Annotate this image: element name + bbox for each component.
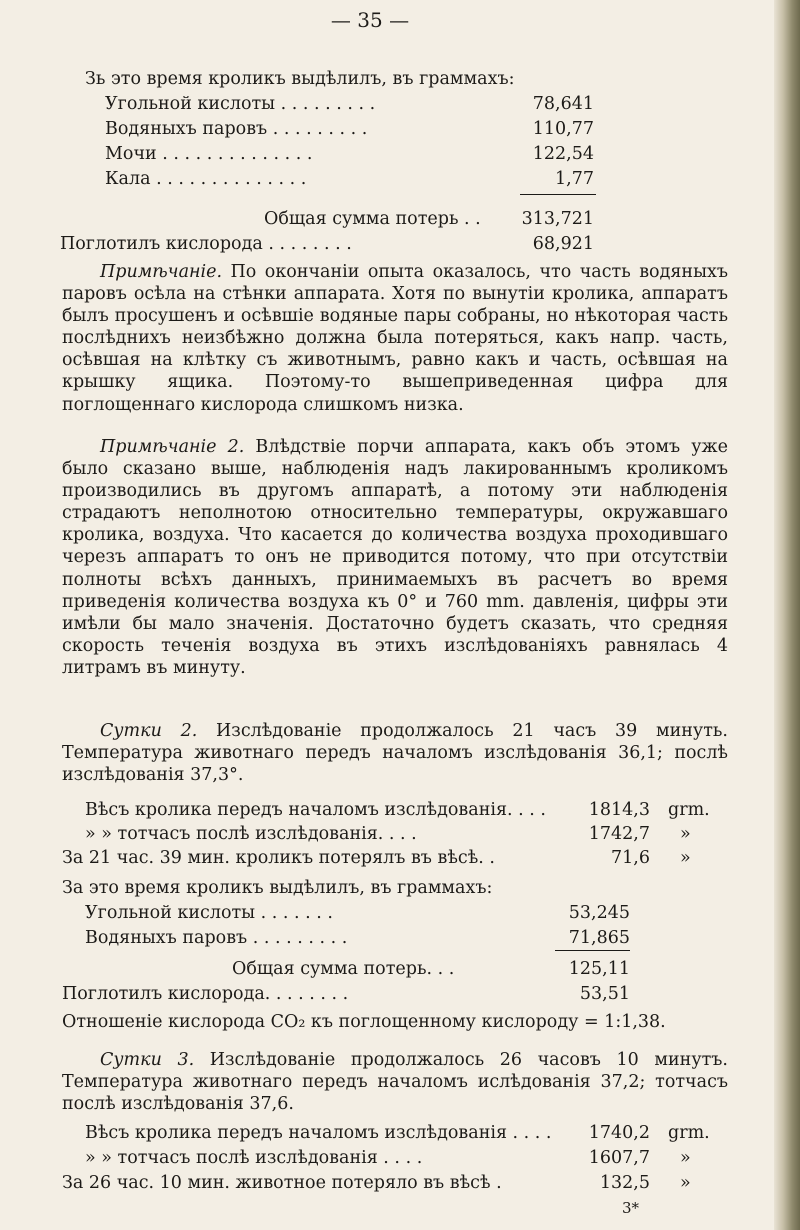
day2-weight-value: 71,6 bbox=[611, 848, 650, 868]
day2-paragraph bbox=[62, 720, 728, 786]
note-1 bbox=[62, 261, 728, 416]
day2-row-value: 71,865 bbox=[568, 928, 630, 948]
day3-title: Сутки 3. bbox=[100, 1050, 195, 1070]
day1-row-label: Водяныхъ паровъ . . . . . . . . . bbox=[105, 119, 368, 139]
sum-rule bbox=[520, 194, 596, 195]
day2-weight-value: 1814,3 bbox=[588, 800, 650, 820]
day2-total-label: Общая сумма потерь. . . bbox=[232, 959, 455, 979]
day2-weight-unit: » bbox=[680, 848, 691, 868]
day3-weight-label: За 26 час. 10 мин. животное потеряло въ вѣсѣ . bbox=[62, 1173, 502, 1193]
day3-paragraph bbox=[62, 1049, 728, 1115]
day2-text: Изслѣдованіе продолжалось 21 часъ 39 минуть. Температура животнаго передъ началомъ изслѣдованія 36,1; послѣ изслѣдованія 37,3°. bbox=[62, 721, 728, 786]
day3-weight-value: 1740,2 bbox=[588, 1123, 650, 1143]
day3-weight-value: 132,5 bbox=[599, 1173, 650, 1193]
note-2-title: Примѣчаніе 2. bbox=[100, 437, 245, 457]
day1-row-value: 1,77 bbox=[555, 169, 594, 189]
day2-weight-label: Вѣсъ кролика передъ началомъ изслѣдованія. . . . bbox=[85, 800, 546, 820]
day1-row-label: Мочи . . . . . . . . . . . . . . bbox=[105, 144, 313, 164]
day1-row-value: 122,54 bbox=[532, 144, 594, 164]
day1-total-value: 313,721 bbox=[521, 209, 594, 229]
day3-weight-label: » » тотчасъ послѣ изслѣдованія . . . . bbox=[85, 1148, 423, 1168]
day2-oxygen-value: 53,51 bbox=[579, 984, 630, 1004]
day2-row-label: Угольной кислоты . . . . . . . bbox=[85, 903, 333, 923]
day2-weight-unit: » bbox=[680, 824, 691, 844]
day3-weight-unit: » bbox=[680, 1148, 691, 1168]
book-edge bbox=[774, 0, 800, 1230]
day2-total-value: 125,11 bbox=[568, 959, 630, 979]
day2-ratio: Отношеніе кислорода CO₂ къ поглощенному кислороду = 1:1,38. bbox=[62, 1012, 666, 1032]
day3-weight-unit: grm. bbox=[668, 1123, 710, 1143]
day2-weight-label: » » тотчасъ послѣ изслѣдованія. . . . bbox=[85, 824, 417, 844]
day1-oxygen-value: 68,921 bbox=[532, 234, 594, 254]
day2-title: Сутки 2. bbox=[100, 721, 198, 741]
signature-mark: 3* bbox=[622, 1199, 640, 1217]
day2-oxygen-label: Поглотилъ кислорода. . . . . . . . bbox=[62, 984, 349, 1004]
day1-intro: Зь это время кроликъ выдѣлилъ, въ граммахъ: bbox=[85, 69, 515, 89]
note-2-text: Влѣдствіе порчи аппарата, какъ объ этомъ уже было сказано выше, наблюденія надъ лакированнымъ кроликомъ производились въ другомъ аппаратѣ, а потому эти наблюденія страдаютъ неполнотою относительно температуры, окружавшаго кролика, воздуха. Что касается до количества воздуха проходившаго черезъ аппаратъ то онъ не приводится потому, что при отсутствіи полноты всѣхъ данныхъ, принимаемыхъ въ расчетъ во время приведенія количества воздуха къ 0° и 760 mm. давленія, цифры эти имѣли бы мало значенія. Достаточно будетъ сказать, что средняя скорость теченія воздуха въ этихъ изслѣдованіяхъ равнялась 4 литрамъ въ минуту. bbox=[62, 437, 728, 678]
day2-weight-value: 1742,7 bbox=[588, 824, 650, 844]
day2-weight-label: За 21 час. 39 мин. кроликъ потерялъ въ вѣсѣ. . bbox=[62, 848, 495, 868]
day2-intro: За это время кроликъ выдѣлилъ, въ граммахъ: bbox=[62, 878, 493, 898]
note-2 bbox=[62, 436, 728, 679]
day2-row-value: 53,245 bbox=[568, 903, 630, 923]
day2-weight-unit: grm. bbox=[668, 800, 710, 820]
note-1-text: По окончаніи опыта оказалось, что часть водяныхъ паровъ осѣла на стѣнки аппарата. Хотя по вынутіи кролика, аппаратъ былъ просушенъ и осѣвшіе водяные пары собраны, но нѣкоторая часть послѣднихъ неизбѣжно должна была потеряться, какъ напр. часть, осѣвшая на клѣтку съ животнымъ, равно какъ и часть, осѣвшая на крышку ящика. Поэтому-то вышеприведенная цифра для поглощеннаго кислорода слишкомъ низка. bbox=[62, 262, 728, 415]
day1-oxygen-label: Поглотилъ кислорода . . . . . . . . bbox=[60, 234, 352, 254]
day2-row-label: Водяныхъ паровъ . . . . . . . . . bbox=[85, 928, 348, 948]
day1-total-label: Общая сумма потерь . . bbox=[264, 209, 481, 229]
day3-weight-value: 1607,7 bbox=[588, 1148, 650, 1168]
day3-weight-unit: » bbox=[680, 1173, 691, 1193]
day1-row-label: Кала . . . . . . . . . . . . . . bbox=[105, 169, 307, 189]
note-1-title: Примѣчаніе. bbox=[100, 262, 223, 282]
page-number: — 35 — bbox=[330, 8, 410, 32]
day3-text: Изслѣдованіе продолжалось 26 часовъ 10 минутъ. Температура животнаго передъ началомъ ислѣдованія 37,2; тотчасъ послѣ изслѣдованія 37,6. bbox=[62, 1050, 728, 1115]
day1-row-value: 78,641 bbox=[532, 94, 594, 114]
day1-row-value: 110,77 bbox=[532, 119, 594, 139]
day3-weight-label: Вѣсъ кролика передъ началомъ изслѣдованія . . . . bbox=[85, 1123, 552, 1143]
day1-row-label: Угольной кислоты . . . . . . . . . bbox=[105, 94, 376, 114]
sum-rule bbox=[555, 950, 630, 951]
